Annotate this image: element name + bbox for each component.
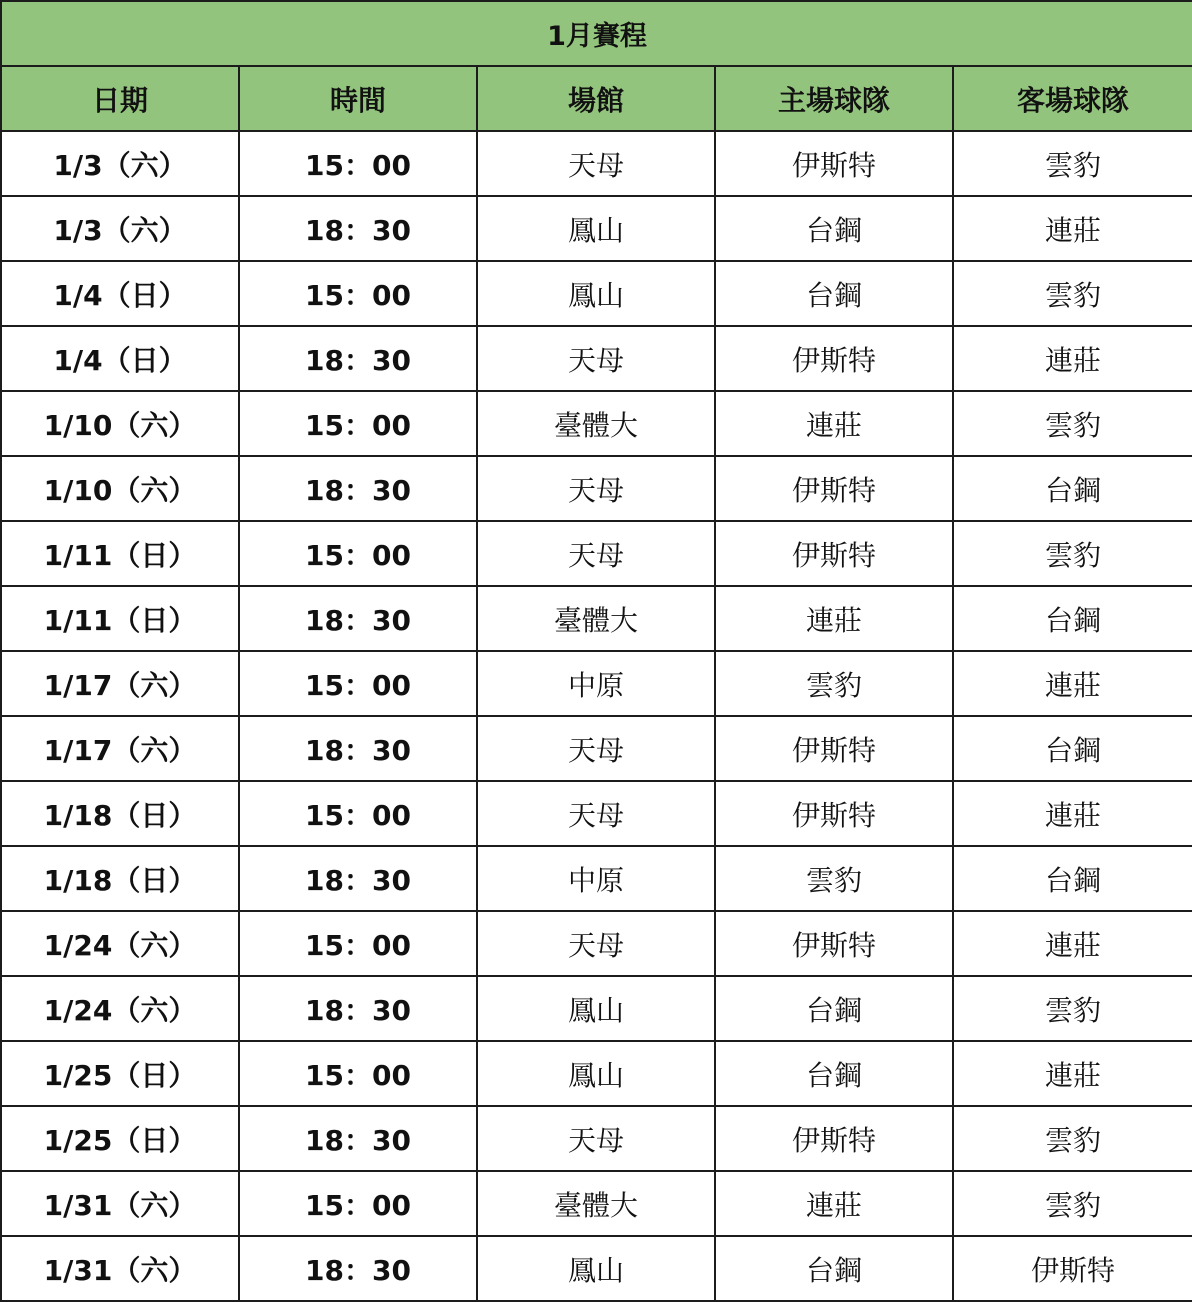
venue-cell: 天母 <box>477 521 715 586</box>
time-cell: 15：00 <box>239 261 477 326</box>
home-team-cell: 連莊 <box>715 586 953 651</box>
column-header-date: 日期 <box>1 66 239 131</box>
home-team-cell: 伊斯特 <box>715 456 953 521</box>
title-row <box>1 1 1192 66</box>
header-row <box>1 66 1192 131</box>
table-row <box>1 196 1192 261</box>
away-team-cell: 雲豹 <box>953 976 1192 1041</box>
time-cell: 18：30 <box>239 586 477 651</box>
venue-cell: 天母 <box>477 716 715 781</box>
time-cell: 15：00 <box>239 131 477 196</box>
table-row <box>1 521 1192 586</box>
venue-cell: 臺體大 <box>477 586 715 651</box>
date-cell: 1/4（日） <box>1 261 239 326</box>
time-cell: 15：00 <box>239 521 477 586</box>
venue-cell: 鳳山 <box>477 196 715 261</box>
date-cell: 1/10（六） <box>1 391 239 456</box>
date-cell: 1/11（日） <box>1 586 239 651</box>
date-cell: 1/25（日） <box>1 1041 239 1106</box>
date-cell: 1/24（六） <box>1 976 239 1041</box>
venue-cell: 天母 <box>477 131 715 196</box>
table-title: 1月賽程 <box>1 1 1192 66</box>
time-cell: 15：00 <box>239 911 477 976</box>
venue-cell: 中原 <box>477 846 715 911</box>
date-cell: 1/18（日） <box>1 781 239 846</box>
table-row <box>1 1106 1192 1171</box>
home-team-cell: 伊斯特 <box>715 326 953 391</box>
time-cell: 18：30 <box>239 716 477 781</box>
table-row <box>1 846 1192 911</box>
time-cell: 15：00 <box>239 781 477 846</box>
table-row <box>1 456 1192 521</box>
time-cell: 18：30 <box>239 1106 477 1171</box>
date-cell: 1/25（日） <box>1 1106 239 1171</box>
away-team-cell: 雲豹 <box>953 1171 1192 1236</box>
away-team-cell: 伊斯特 <box>953 1236 1192 1301</box>
date-cell: 1/17（六） <box>1 651 239 716</box>
column-header-venue: 場館 <box>477 66 715 131</box>
schedule-body <box>1 131 1192 1301</box>
venue-cell: 天母 <box>477 326 715 391</box>
time-cell: 15：00 <box>239 1041 477 1106</box>
table-row <box>1 976 1192 1041</box>
home-team-cell: 伊斯特 <box>715 1106 953 1171</box>
home-team-cell: 台鋼 <box>715 1041 953 1106</box>
table-row <box>1 1171 1192 1236</box>
column-header-time: 時間 <box>239 66 477 131</box>
date-cell: 1/17（六） <box>1 716 239 781</box>
date-cell: 1/3（六） <box>1 196 239 261</box>
date-cell: 1/31（六） <box>1 1236 239 1301</box>
date-cell: 1/3（六） <box>1 131 239 196</box>
venue-cell: 中原 <box>477 651 715 716</box>
table-row <box>1 651 1192 716</box>
time-cell: 18：30 <box>239 456 477 521</box>
away-team-cell: 台鋼 <box>953 716 1192 781</box>
date-cell: 1/31（六） <box>1 1171 239 1236</box>
column-header-away-team: 客場球隊 <box>953 66 1192 131</box>
away-team-cell: 連莊 <box>953 326 1192 391</box>
time-cell: 15：00 <box>239 651 477 716</box>
column-header-home-team: 主場球隊 <box>715 66 953 131</box>
home-team-cell: 雲豹 <box>715 846 953 911</box>
away-team-cell: 雲豹 <box>953 521 1192 586</box>
home-team-cell: 台鋼 <box>715 196 953 261</box>
table-row <box>1 1041 1192 1106</box>
away-team-cell: 台鋼 <box>953 456 1192 521</box>
away-team-cell: 連莊 <box>953 781 1192 846</box>
home-team-cell: 伊斯特 <box>715 521 953 586</box>
venue-cell: 天母 <box>477 1106 715 1171</box>
home-team-cell: 雲豹 <box>715 651 953 716</box>
away-team-cell: 雲豹 <box>953 1106 1192 1171</box>
away-team-cell: 台鋼 <box>953 586 1192 651</box>
away-team-cell: 雲豹 <box>953 391 1192 456</box>
home-team-cell: 伊斯特 <box>715 716 953 781</box>
venue-cell: 鳳山 <box>477 976 715 1041</box>
table-row <box>1 911 1192 976</box>
table-row <box>1 781 1192 846</box>
time-cell: 15：00 <box>239 391 477 456</box>
home-team-cell: 伊斯特 <box>715 911 953 976</box>
table-row <box>1 131 1192 196</box>
table-row <box>1 586 1192 651</box>
table-row <box>1 391 1192 456</box>
home-team-cell: 台鋼 <box>715 261 953 326</box>
time-cell: 18：30 <box>239 196 477 261</box>
venue-cell: 天母 <box>477 456 715 521</box>
home-team-cell: 台鋼 <box>715 1236 953 1301</box>
venue-cell: 臺體大 <box>477 1171 715 1236</box>
table-row <box>1 261 1192 326</box>
away-team-cell: 連莊 <box>953 651 1192 716</box>
venue-cell: 鳳山 <box>477 1041 715 1106</box>
time-cell: 18：30 <box>239 1236 477 1301</box>
venue-cell: 天母 <box>477 911 715 976</box>
home-team-cell: 連莊 <box>715 391 953 456</box>
venue-cell: 天母 <box>477 781 715 846</box>
away-team-cell: 連莊 <box>953 911 1192 976</box>
date-cell: 1/11（日） <box>1 521 239 586</box>
table-row <box>1 1236 1192 1301</box>
time-cell: 15：00 <box>239 1171 477 1236</box>
date-cell: 1/4（日） <box>1 326 239 391</box>
home-team-cell: 台鋼 <box>715 976 953 1041</box>
away-team-cell: 雲豹 <box>953 131 1192 196</box>
away-team-cell: 連莊 <box>953 1041 1192 1106</box>
time-cell: 18：30 <box>239 846 477 911</box>
date-cell: 1/24（六） <box>1 911 239 976</box>
home-team-cell: 伊斯特 <box>715 781 953 846</box>
away-team-cell: 台鋼 <box>953 846 1192 911</box>
table-row <box>1 326 1192 391</box>
date-cell: 1/10（六） <box>1 456 239 521</box>
time-cell: 18：30 <box>239 326 477 391</box>
home-team-cell: 連莊 <box>715 1171 953 1236</box>
table-row <box>1 716 1192 781</box>
time-cell: 18：30 <box>239 976 477 1041</box>
away-team-cell: 雲豹 <box>953 261 1192 326</box>
venue-cell: 臺體大 <box>477 391 715 456</box>
venue-cell: 鳳山 <box>477 1236 715 1301</box>
home-team-cell: 伊斯特 <box>715 131 953 196</box>
venue-cell: 鳳山 <box>477 261 715 326</box>
date-cell: 1/18（日） <box>1 846 239 911</box>
away-team-cell: 連莊 <box>953 196 1192 261</box>
